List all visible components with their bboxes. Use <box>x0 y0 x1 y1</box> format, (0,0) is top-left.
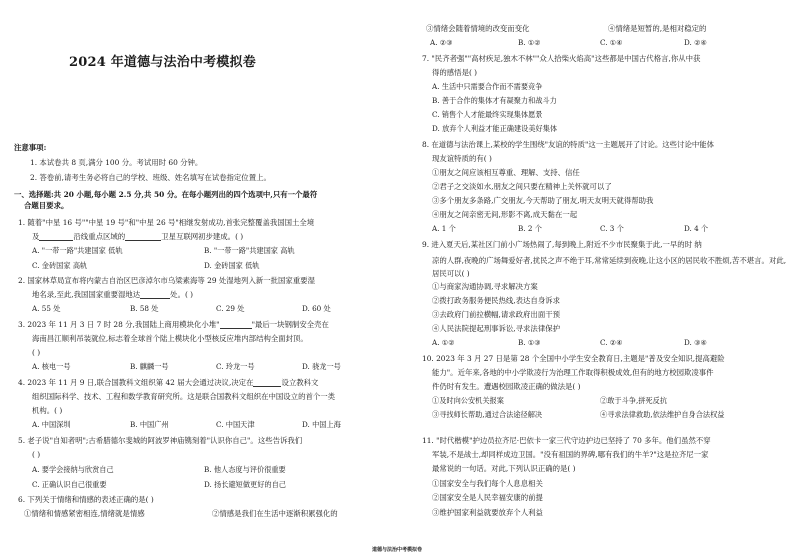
question-8-text: 8. 在道德与法治课上,某校的学生围绕"友谊的特质"这一主题展开了讨论。这些讨论中能体 <box>422 140 715 149</box>
option-d[interactable]: D. 中国上海 <box>302 420 341 429</box>
section-intro: 一、选择题:共 20 小题,每小题 2.5 分,共 50 分。在每小题列出的四个选项中,只有一个最符 <box>14 190 318 199</box>
question-11-text: 11. "时代楷模"护边员拉齐尼·巴依卡一家三代守边护边已坚持了 70 多年。他们虽然不穿 <box>422 436 711 445</box>
question-3-text: ( ) <box>32 348 41 357</box>
option-d[interactable]: D. 60 处 <box>302 304 331 313</box>
question-3-text: 海南昌江顺利吊装就位,标志着全球首个陆上模块化小型核反应堆内部结构全面封顶。 <box>32 334 308 343</box>
question-4-text: 组织国际科学、技术、工程和数学教育研究所。这是联合国教科文组织在中国设立的首个一类 <box>32 392 336 401</box>
question-9-item: ②拨打政务服务便民热线,表达自身诉求 <box>432 296 560 305</box>
option-b[interactable]: B. ①③ <box>518 338 541 347</box>
option-c[interactable]: C. 中国天津 <box>216 420 255 429</box>
option-b[interactable]: B. 善于合作的集体才有凝聚力和战斗力 <box>432 96 557 105</box>
option-c[interactable]: C. 销售个人才能最终实现集体愿景 <box>432 110 543 119</box>
question-10-item: ②敢于斗争,拼死反抗 <box>600 396 667 405</box>
option-a[interactable]: A. ①② <box>432 338 455 347</box>
question-2-text: 地名录,至此,我国国家重要湿地达 处。( ) <box>32 290 194 299</box>
notice-item: 1. 本试卷共 8 页,满分 100 分。考试用时 60 分钟。 <box>30 158 203 167</box>
question-5-text: 5. 老子说"自知者明";古希腊德尔斐城的阿波罗神庙镌刻着"认识你自己"。这些告诉我们 <box>18 436 303 445</box>
option-c[interactable]: C. 3 个 <box>600 224 624 233</box>
question-7-text: 7. "民齐者强""高材疾足,独木不林""众人拾柴火焰高"这些都是中国古代格言,你从中获 <box>422 54 701 63</box>
option-b[interactable]: B. ①② <box>518 38 541 47</box>
question-9-item: ③去政府门前拉横幅,请求政府出面干预 <box>432 310 560 319</box>
option-c[interactable]: C. ①④ <box>600 38 623 47</box>
question-6-text: 6. 下列关于情绪和情感的表述正确的是( ) <box>18 495 154 504</box>
answer-blank <box>220 321 252 329</box>
option-c[interactable]: C. 玲龙一号 <box>216 362 255 371</box>
option-d[interactable]: D. 扬长避短做更好的自己 <box>204 480 286 489</box>
option-a[interactable]: A. 55 处 <box>32 304 61 313</box>
option-b[interactable]: B. "一带一路"共建国家 高轨 <box>204 246 295 255</box>
option-a[interactable]: A. 生活中只需要合作而不需要竞争 <box>432 82 543 91</box>
page-title: 2024 年道德与法治中考模拟卷 <box>69 55 256 70</box>
question-11-text: 军装,不是战士,却同样成边卫国。"没有祖国的界碑,哪有我们的牛羊?"这是拉齐尼一家 <box>432 450 709 459</box>
section-intro: 合题目要求。 <box>24 201 69 210</box>
question-1-text: 及 沿线重点区域的 卫星互联网初步建成。( ) <box>32 232 244 241</box>
option-a[interactable]: A. "一带一路"共建国家 低轨 <box>32 246 123 255</box>
question-10-item: ④寻求法律救助,依法维护自身合法权益 <box>600 410 725 419</box>
option-d[interactable]: D. 骁龙一号 <box>302 362 341 371</box>
question-9-text: 9. 进入夏天后,某社区门前小广场热闹了,每到晚上,附近不少市民聚集于此,一早的时 纳 <box>422 240 702 249</box>
question-8-text: 现友谊特质的有( ) <box>432 154 492 163</box>
option-a[interactable]: A. 要学会接纳与欣赏自己 <box>32 465 114 474</box>
question-5-text: ( ) <box>32 450 41 459</box>
answer-blank <box>39 233 73 241</box>
option-a[interactable]: A. ②③ <box>430 38 453 47</box>
option-d[interactable]: D. ②④ <box>684 38 707 47</box>
option-d[interactable]: D. 金砖国家 低轨 <box>204 261 260 270</box>
option-a[interactable]: A. 中国深圳 <box>32 420 71 429</box>
question-2-text: 2. 国家林草局宣布将内蒙古自治区巴彦淖尔市乌梁素海等 29 处湿地列入新一批国家重要湿 <box>18 276 315 285</box>
answer-blank <box>253 379 281 387</box>
question-6-item: ④情绪是短暂的,是相对稳定的 <box>608 24 707 33</box>
notice-item: 2. 答卷前,请考生务必将自己的学校、班级、姓名填写在试卷指定位置上。 <box>30 173 271 182</box>
option-d[interactable]: D. ③④ <box>684 338 707 347</box>
option-a[interactable]: A. 核电一号 <box>32 362 71 371</box>
question-11-item: ①国家安全与我们每个人息息相关 <box>432 479 543 488</box>
question-10-item: ③寻找师长帮助,通过合法途径解决 <box>432 410 543 419</box>
option-c[interactable]: C. 正确认识自己很重要 <box>32 480 107 489</box>
option-d[interactable]: D. 4 个 <box>684 224 709 233</box>
answer-blank <box>140 291 170 299</box>
option-c[interactable]: C. ②④ <box>600 338 623 347</box>
option-b[interactable]: B. 2 个 <box>518 224 542 233</box>
question-8-item: ③多个朋友多条路,广交朋友,今天帮助了朋友,明天友明天就得帮助我 <box>432 196 654 205</box>
question-11-text: 最常说的一句话。对此,下列认识正确的是( ) <box>432 464 576 473</box>
question-8-item: ②君子之交淡如水,朋友之间只要在精神上关怀就可以了 <box>432 182 612 191</box>
question-1-text: 1. 随着"中星 16 号""中星 19 号"和"中星 26 号"相继发射成功,首张完整覆盖我国国土全境 <box>18 218 315 227</box>
option-b[interactable]: B. 麒麟一号 <box>130 362 169 371</box>
option-c[interactable]: C. 29 处 <box>216 304 245 313</box>
question-4-text: 机构。( ) <box>32 406 63 415</box>
question-10-text: 10. 2023 年 3 月 27 日是第 28 个全国中小学生安全教育日,主题是"普及安全知识,提高避险 <box>422 354 725 363</box>
question-11-item: ③维护国家利益就要放弃个人利益 <box>432 508 543 517</box>
page-footer: 道德与法治中考模拟卷 <box>371 547 422 553</box>
question-6-item: ③情绪会随着情境的改变而变化 <box>426 24 530 33</box>
question-6-item: ①情绪和情感紧密相连,情绪就是情感 <box>24 509 145 518</box>
option-b[interactable]: B. 他人态度与评价很重要 <box>204 465 286 474</box>
question-8-item: ④朋友之间亲密无间,形影不离,成天黏在一起 <box>432 210 578 219</box>
question-4-text: 4. 2023 年 11 月 9 日,联合国教科文组织第 42 届大会通过决议,决定在 设立教科文 <box>18 378 319 387</box>
option-b[interactable]: B. 中国广州 <box>130 420 169 429</box>
question-9-text: 凉的人群,夜晚的广场舞爱好者,扰民之声不绝于耳,常常延续到夜晚,让这小区的居民收不胜烦,苦不堪言。对此,居民可以( ) <box>432 256 787 278</box>
option-c[interactable]: C. 金砖国家 高轨 <box>32 261 88 270</box>
question-9-item: ④人民法院提起刑事诉讼,寻求法律保护 <box>432 324 560 333</box>
question-8-item: ①朋友之间应该相互尊重、理解、支持、信任 <box>432 168 580 177</box>
question-10-text: 件仍时有发生。遭遇校园欺凌正确的做法是( ) <box>432 382 581 391</box>
option-a[interactable]: A. 1 个 <box>432 224 456 233</box>
option-d[interactable]: D. 放弃个人利益才能正确建设美好集体 <box>432 124 558 133</box>
answer-blank <box>125 233 161 241</box>
question-9-item: ①与商家沟通协调,寻求解决方案 <box>432 282 538 291</box>
question-3-text: 3. 2023 年 11 月 3 日 7 时 28 分,我国陆上商用模块化小堆" "最后一块钢制安全壳在 <box>18 320 329 329</box>
option-b[interactable]: B. 58 处 <box>130 304 159 313</box>
question-10-item: ①及时向公安机关报案 <box>432 396 504 405</box>
question-6-item: ②情感是我们在生活中逐渐积累强化的 <box>212 509 338 518</box>
question-10-text: 能力"。近年来,各地的中小学欺凌行为治理工作取得积极成效,但有的地方校园欺凌事件 <box>432 368 714 377</box>
question-11-item: ②国家安全是人民幸福安康的前提 <box>432 493 543 502</box>
question-7-text: 得的感悟是( ) <box>432 68 478 77</box>
notice-heading: 注意事项: <box>14 143 47 152</box>
